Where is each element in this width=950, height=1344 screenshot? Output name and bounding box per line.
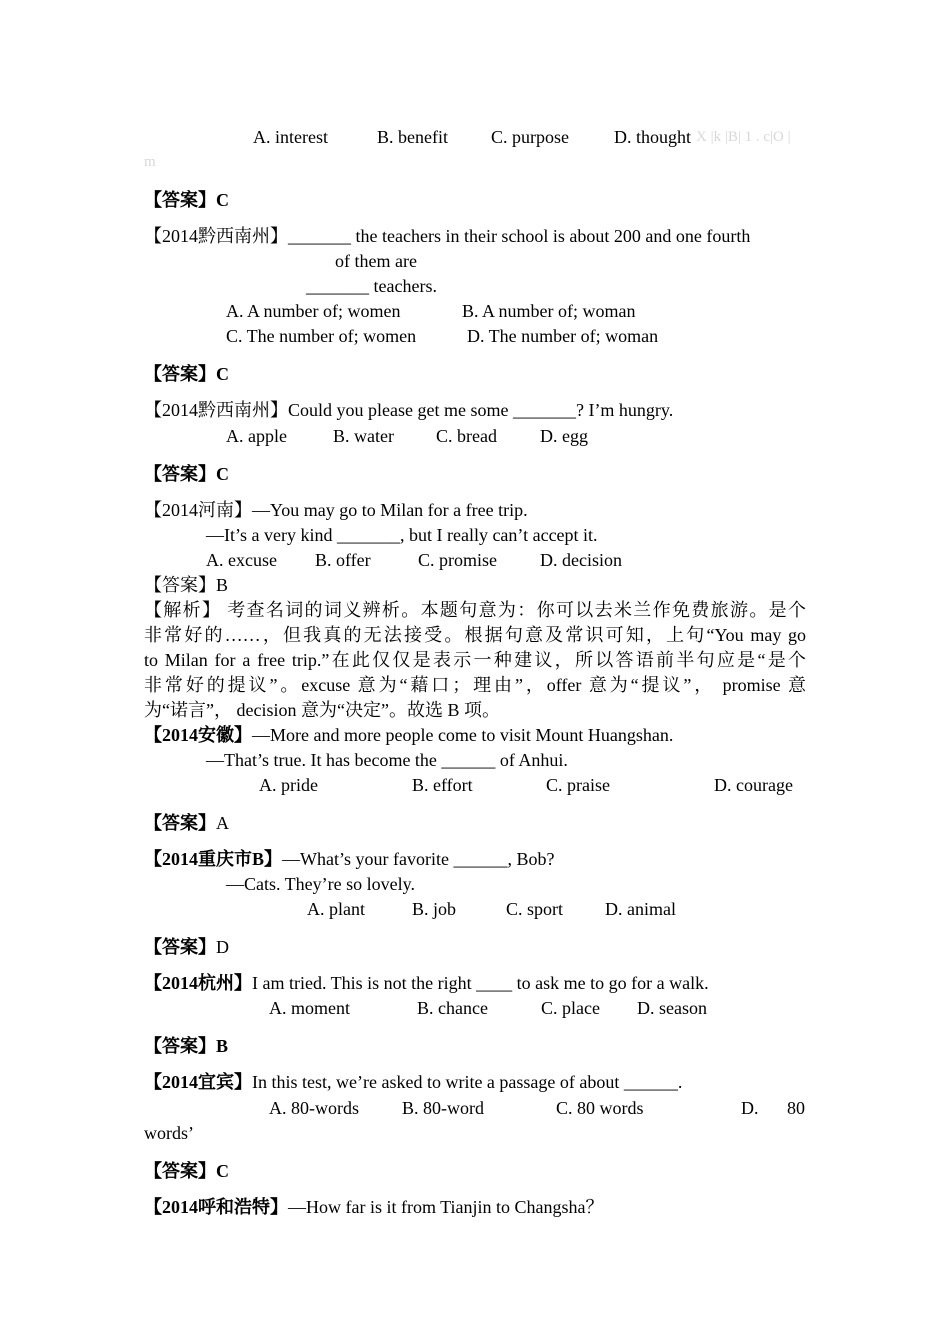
q7-answer: 【答案】B [144,1036,229,1056]
q6-answer: 【答案】D [144,937,229,957]
q5-options [0,773,950,797]
q8-option-c: C. 80 words [556,1098,644,1118]
q1-options [0,125,950,149]
q8-option-a: A. 80-words [269,1098,359,1118]
q8-question [144,1070,682,1094]
q7-options [0,996,950,1020]
q9-text: —How far is it from Tianjin to Changsha？ [288,1197,604,1217]
q7-source-tag: 【2014杭州】 [144,973,252,993]
q3-source-tag: 【2014黔西南州】 [144,400,288,420]
q4-analysis-line-5: 为“诺言”， decision 意为“决定”。故选 B 项。 [144,700,500,720]
q8-options [0,1096,950,1120]
q9-question [144,1195,604,1219]
q2-source-tag: 【2014黔西南州】 [144,226,288,246]
q7-text: I am tried. This is not the right ____ to ask me to go for a walk. [252,973,709,993]
q2-answer: 【答案】C [144,364,229,384]
q8-option-d-value: 80 [787,1098,805,1118]
q5-option-d: D. courage [714,775,793,795]
q5-question-line-1 [144,723,673,747]
q6-source-tag: 【2014重庆市B】 [144,849,283,869]
watermark-text: X |k |B| 1 . c|O | [696,129,791,145]
q5-source-tag: 【2014安徽】 [144,725,252,745]
q3-answer: 【答案】C [144,464,229,484]
q1-option-a: A. interest [253,127,328,147]
q6-options [0,897,950,921]
q2-options-row-2 [0,324,950,348]
q1-option-b: B. benefit [377,127,448,147]
q4-source-tag: 【2014河南】 [144,500,252,520]
q3-option-c: C. bread [436,426,497,446]
q3-text: Could you please get me some _______? I’m hungry. [288,400,674,420]
q6-question-line-1 [144,847,554,871]
q5-option-c: C. praise [546,775,610,795]
q1-option-c: C. purpose [491,127,569,147]
q7-option-d: D. season [637,998,707,1018]
q5-option-a: A. pride [259,775,318,795]
q5-option-b: B. effort [412,775,473,795]
q2-option-a: A. A number of; women [226,301,401,321]
q3-option-a: A. apple [226,426,287,446]
q4-option-a: A. excuse [206,550,277,570]
q6-text-1: —What’s your favorite ______, Bob? [282,849,555,869]
q4-question-line-1 [144,498,528,522]
q4-options [0,548,950,572]
q9-source-tag: 【2014呼和浩特】 [144,1197,288,1217]
q2-text-3: _______ teachers. [306,276,437,296]
q3-option-b: B. water [333,426,394,446]
q4-option-c: C. promise [418,550,497,570]
q8-option-b: B. 80-word [402,1098,484,1118]
q4-text-2: —It’s a very kind _______, but I really can’t accept it. [206,525,598,545]
q5-text-1: —More and more people come to visit Mount Huangshan. [252,725,674,745]
q8-source-tag: 【2014宜宾】 [144,1072,252,1092]
q2-option-d: D. The number of; woman [467,326,659,346]
q7-question [144,971,709,995]
q2-text-2: of them are [335,251,417,271]
q2-question-line-1 [144,224,750,248]
q2-option-c: C. The number of; women [226,326,417,346]
q4-analysis-line-2: 非常好的……，但我真的无法接受。根据句意及常识可知，上句“You may go [144,625,806,645]
q6-text-2: —Cats. They’re so lovely. [226,874,415,894]
q1-option-d: D. thought [614,127,692,147]
q8-text: In this test, we’re asked to write a passage of about ______. [252,1072,683,1092]
q7-option-c: C. place [541,998,600,1018]
q3-option-d: D. egg [540,426,588,446]
q8-option-d-cont: words’ [144,1123,194,1143]
q8-answer: 【答案】C [144,1161,229,1181]
q1-answer: 【答案】C [144,190,229,210]
q7-option-a: A. moment [269,998,350,1018]
q8-option-d: D. [741,1098,759,1118]
watermark-text-2: m [144,154,156,170]
q4-answer: 【答案】B [144,575,229,595]
q3-question [144,398,673,422]
q6-option-a: A. plant [307,899,365,919]
q3-options [0,424,950,448]
q4-analysis-line-3: to Milan for a free trip.”在此仅仅是表示一种建议，所以答语前半句应是“是个 [144,650,806,670]
q4-analysis-line-4: 非常好的提议”。excuse 意为“藉口；理由”，offer 意为“提议”， promise 意 [144,675,806,695]
q4-analysis-line-1: 【解析】 考查名词的词义辨析。本题句意为：你可以去米兰作免费旅游。是个 [144,600,806,620]
q6-option-d: D. animal [605,899,676,919]
q4-text-1: —You may go to Milan for a free trip. [252,500,528,520]
q6-option-c: C. sport [506,899,564,919]
q7-option-b: B. chance [417,998,488,1018]
q4-option-b: B. offer [315,550,371,570]
q2-options-row-1 [0,299,950,323]
q2-text-1: _______ the teachers in their school is about 200 and one fourth [288,226,751,246]
q4-option-d: D. decision [540,550,622,570]
q5-text-2: —That’s true. It has become the ______ of Anhui. [206,750,568,770]
q6-option-b: B. job [412,899,457,919]
q2-option-b: B. A number of; woman [462,301,636,321]
q5-answer: 【答案】A [144,813,229,833]
